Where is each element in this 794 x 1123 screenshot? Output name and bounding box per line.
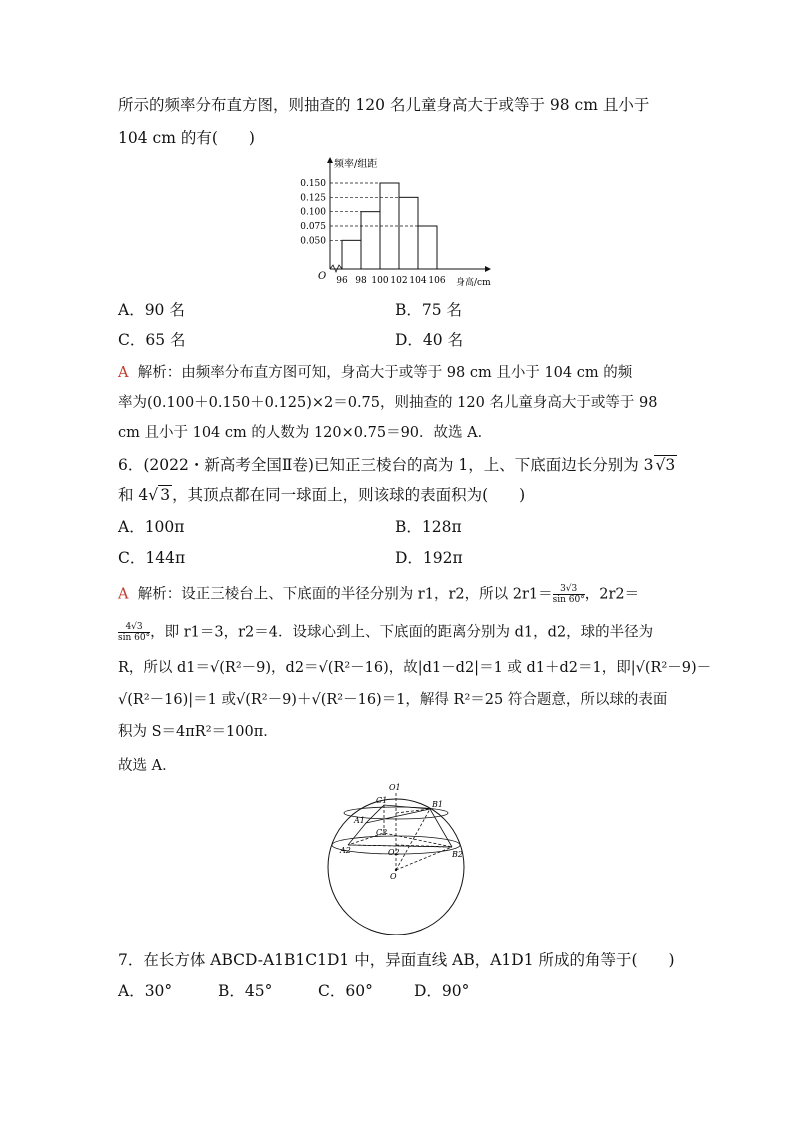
x-tick-label: 106 [428, 276, 446, 286]
x-tick-label: 98 [355, 276, 367, 286]
q6-stem-a-radicand: √3 [655, 456, 676, 474]
q5-option-d[interactable]: D．40 名 [395, 331, 464, 349]
y-axis-label: 频率/组距 [334, 159, 378, 170]
label-b1: B1 [432, 800, 443, 809]
q6-option-a[interactable]: A．100π [118, 518, 185, 536]
q5-analysis-text1: 由频率分布直方图可知，身高大于或等于 98 cm 且小于 104 cm 的频 [181, 365, 633, 381]
q6-stem-b-radicand: √ 3 [148, 486, 171, 504]
q5-option-c[interactable]: C．65 名 [118, 331, 186, 349]
q7-option-b[interactable]: B．45° [218, 982, 273, 1000]
histogram-chart [290, 155, 510, 290]
q6-stem-line1 [118, 455, 677, 475]
y-tick-label: 0.100 [300, 207, 326, 218]
q5-answer: A [118, 365, 129, 381]
x-tick-label: 104 [409, 276, 427, 286]
label-c1: C1 [376, 796, 388, 805]
q6-option-d[interactable]: D．192π [395, 549, 463, 567]
q6-analysis-line6: 故选 A． [118, 758, 177, 774]
q6-analysis-label: 解析： [137, 586, 182, 603]
q5-analysis-line3: cm 且小于 104 cm 的人数为 120×0.75＝90．故选 A． [118, 425, 493, 441]
label-a2: A2 [340, 846, 351, 855]
x-tick-label: 102 [390, 276, 408, 286]
q6-stem-b-pre: 和 4 [118, 486, 149, 504]
q6-frac-2: $\frac{4√3}{\sin 60^\circ}$ [118, 622, 151, 643]
y-tick-label: 0.150 [300, 179, 326, 189]
q5-analysis-line1 [118, 363, 632, 383]
q6-analysis-line5: 积为 S＝4πR²＝100π． [118, 724, 278, 740]
q6-analysis-a2: ，即 r1＝3，r2＝4．设球心到上、下底面的距离分别为 d1，d2，球的半径为 [150, 624, 654, 641]
x-tick-label: 100 [371, 276, 389, 286]
q6-analysis-line3: R，所以 d1＝√(R²－9)，d2＝√(R²－16)，故|d1－d2|＝1 或 d1＋d2＝1，即|√(R²－9)－ [118, 660, 712, 676]
origin-label: O [318, 271, 327, 282]
label-o1: O1 [389, 783, 401, 792]
q5-analysis-line2: 率为(0.100＋0.150＋0.125)×2＝0.75，则抽查的 120 名儿童身高大于或等于 98 [118, 395, 658, 411]
histogram-bar [418, 226, 437, 269]
sphere-frustum-figure [318, 775, 478, 935]
q5-option-b[interactable]: B．75 名 [395, 301, 463, 319]
q6-analysis-a1: 设正三棱台上、下底面的半径分别为 r1，r2，所以 2r1＝ [181, 586, 553, 603]
q6-answer: A [118, 586, 129, 603]
y-tick-label: 0.125 [300, 193, 326, 204]
q6-stem-a: 6．(2022・新高考全国Ⅱ卷)已知正三棱台的高为 1，上、下底面边长分别为 3 [118, 456, 654, 474]
q7-option-a[interactable]: A．30° [118, 982, 173, 1000]
y-axis-arrow [327, 157, 333, 163]
x-tick-label: 96 [336, 276, 348, 286]
histogram-bar [361, 212, 380, 269]
q5-stem-line1: 所示的频率分布直方图，则抽查的 120 名儿童身高大于或等于 98 cm 且小于 [118, 96, 650, 114]
q6-frac-1: $\frac{3√3}{\sin 60^\circ}$ [552, 584, 585, 605]
q6-option-b[interactable]: B．128π [395, 518, 462, 536]
x-axis-arrow [485, 266, 491, 272]
histogram-bar [342, 240, 361, 269]
q6-stem-b-post: ，其顶点都在同一球面上，则该球的表面积为( ) [172, 486, 526, 504]
label-o2: O2 [388, 848, 400, 857]
q6-analysis-a1-tail: ，2r2＝ [584, 586, 640, 603]
x-axis-label: 身高/cm [456, 278, 491, 288]
label-c2: C2 [376, 828, 388, 837]
q5-option-a[interactable]: A．90 名 [118, 301, 185, 319]
q6-analysis-line1 [118, 584, 639, 605]
label-b2: B2 [452, 850, 463, 859]
q7-stem: 7．在长方体 ABCD-A1B1C1D1 中，异面直线 AB，A1D1 所成的角等于( ) [118, 951, 675, 969]
q5-analysis-label: 解析： [137, 365, 182, 381]
y-tick-label: 0.075 [300, 222, 326, 232]
q5-stem-line2: 104 cm 的有( ) [118, 129, 255, 147]
q6-option-c[interactable]: C．144π [118, 549, 186, 567]
histogram-bar [399, 197, 418, 269]
q6-analysis-line4: √(R²－16)|＝1 或√(R²－9)＋√(R²－16)＝1，解得 R²＝25 符合题意，所以球的表面 [118, 692, 668, 708]
label-o: O [390, 872, 397, 881]
q7-option-c[interactable]: C．60° [318, 982, 373, 1000]
q6-analysis-line2 [118, 622, 653, 643]
label-a1: A1 [354, 816, 365, 825]
q6-stem-line2 [118, 485, 525, 505]
y-tick-label: 0.050 [300, 236, 326, 247]
q7-option-d[interactable]: D．90° [414, 982, 470, 1000]
